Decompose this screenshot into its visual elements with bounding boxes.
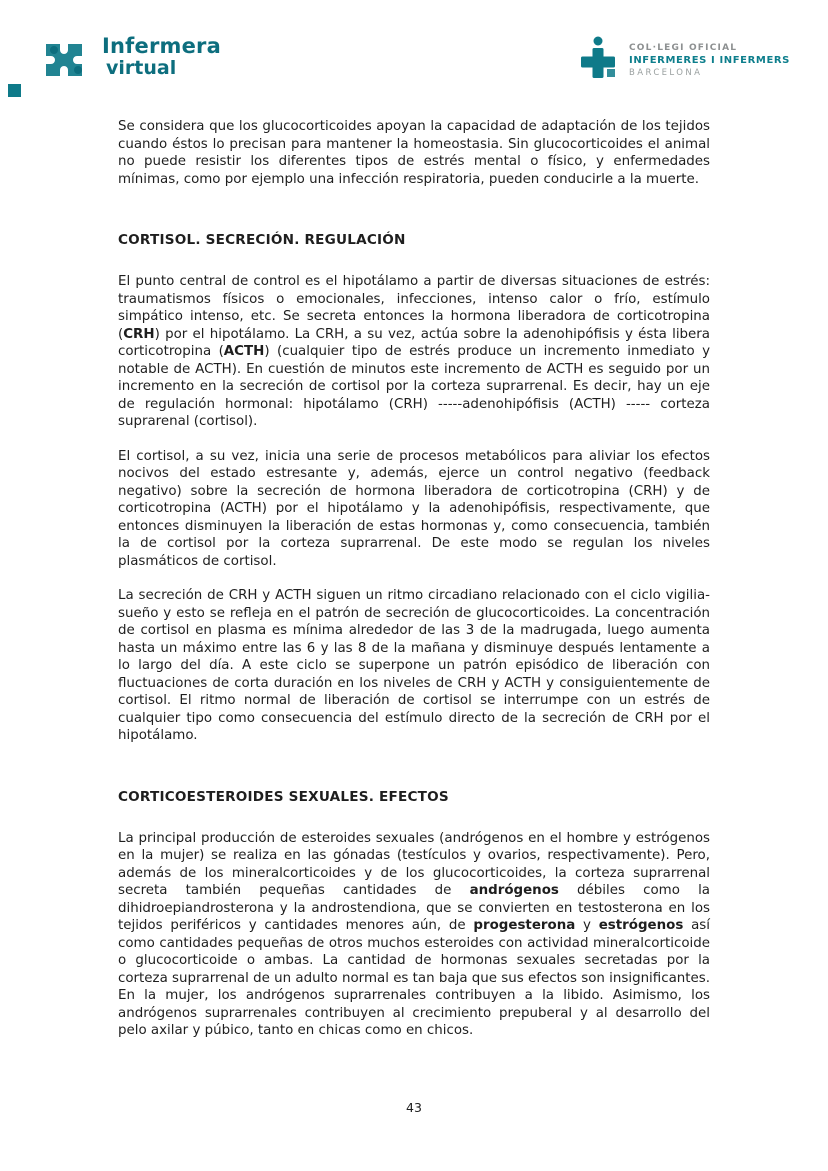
bold-text-run: estrógenos [598, 918, 684, 933]
text-run: así como cantidades pequeñas de otros muchos esteroides con actividad mineralcorticoide o glucocorticoide o ambas. La cantidad de hormonas sexuales secretadas por la corteza suprarrenal de un adulto normal es tan baja que sus efectos son insignificantes. En la mujer, los andrógenos suprarrenales contribuyen a la libido. Asimismo, los andrógenos suprarrenales contribuyen al crecimiento prepuberal y al desarrollo del pelo axilar y púbico, tanto en chicas como en chicos. [118, 918, 710, 1038]
collegi-line1: COL·LEGI OFICIAL [629, 43, 738, 53]
puzzle-icon [40, 36, 92, 84]
collegi-text-block [629, 36, 790, 79]
teal-corner-square [8, 84, 21, 97]
page-number: 43 [406, 1100, 422, 1115]
text-run: El punto central de control es el hipotálamo a partir de diversas situaciones de estrés: traumatismos físicos o emocionales, infecciones, intenso calor o frío, estímulo simpático intenso, etc. Se secreta entonces la hormona liberadora de corticotropina ( [118, 274, 710, 342]
text-run: La principal producción de esteroides sexuales (andrógenos en el hombre y estrógenos en la mujer) se realiza en las gónadas (testículos y ovarios, respectivamente). Pero, además de los mineralcorticoides y de los glucocorticoides, la corteza suprarrenal secreta también pequeñas cantidades de [118, 830, 710, 898]
text-run: ) (cualquier tipo de estrés produce un incremento inmediato y notable de ACTH). En cuestión de minutos este incremento de ACTH es seguido por un incremento en la secreción de cortisol por la corteza suprarrenal. Es decir, hay un eje de regulación hormonal: hipotálamo (CRH) -----adenohipófisis (ACTH) ----- corteza suprarenal (cortisol). [118, 344, 710, 429]
text-run: débiles como la dihidroepiandrosterona y la androstendiona, que se convierten en testosterona en los tejidos periféricos y cantidades menores aún, de [118, 883, 710, 933]
paragraph [118, 448, 710, 571]
text-run: ) por el hipotálamo. La CRH, a su vez, actúa sobre la adenohipófisis y ésta libera corticotropina ( [118, 326, 710, 359]
bold-text-run: CRH [123, 326, 155, 342]
document-body [118, 118, 710, 1057]
text-run: y [575, 918, 599, 933]
bold-text-run: progesterona [473, 918, 576, 933]
paragraph [118, 830, 710, 1040]
collegi-line2: INFERMERES I INFERMERS [629, 55, 790, 67]
paragraph [118, 587, 710, 745]
logo-line2: virtual [106, 57, 177, 79]
infermera-virtual-logo [40, 36, 221, 84]
logo-wordmark [102, 36, 221, 78]
bold-text-run: andrógenos [469, 883, 559, 898]
logo-line1: Infermera [102, 34, 221, 58]
collegi-line3: BARCELONA [629, 67, 703, 78]
paragraph [118, 118, 710, 188]
page-header [0, 0, 828, 110]
bold-text-run: ACTH [223, 344, 265, 359]
text-run: El cortisol, a su vez, inicia una serie de procesos metabólicos para aliviar los efectos nocivos del estado estresante y, además, ejerce un control negativo (feedback negativo) sobre la secreción de hormona liberadora de corticotropina (CRH) y de corticotropina (ACTH) por el hipotálamo y la adenohipófisis, respectivamente, que entonces disminuyen la liberación de estas hormonas y, como consecuencia, también la de cortisol por la corteza suprarrenal. De este modo se regulan los niveles plasmáticos de cortisol. [118, 448, 710, 569]
cross-icon [579, 36, 617, 82]
section-heading: CORTICOESTEROIDES SEXUALES. EFECTOS [118, 788, 449, 805]
collegi-oficial-logo [579, 36, 790, 82]
text-run: La secreción de CRH y ACTH siguen un ritmo circadiano relacionado con el ciclo vigilia-sueño y esto se refleja en el patrón de secreción de glucocorticoides. La concentración de cortisol en plasma es mínima alrededor de las 3 de la madrugada, luego aumenta hasta un máximo entre las 6 y las 8 de la mañana y disminuye después lentamente a lo largo del día. A este ciclo se superpone un patrón episódico de liberación con fluctuaciones de corta duración en los niveles de CRH y ACTH y consiguientemente de cortisol. El ritmo normal de liberación de cortisol se interrumpe con un estrés de cualquier tipo como consecuencia del estímulo directo de la secreción de CRH por el hipotálamo. [118, 588, 710, 743]
text-run: Se considera que los glucocorticoides apoyan la capacidad de adaptación de los tejidos cuando éstos lo precisan para mantener la homeostasia. Sin glucocorticoides el animal no puede resistir los diferentes tipos de estrés mental o físico, y enfermedades mínimas, como por ejemplo una infección respiratoria, pueden conducirle a la muerte. [118, 119, 710, 187]
paragraph [118, 273, 710, 431]
page-footer [0, 1100, 828, 1115]
section-heading: CORTISOL. SECRECIÓN. REGULACIÓN [118, 232, 406, 248]
